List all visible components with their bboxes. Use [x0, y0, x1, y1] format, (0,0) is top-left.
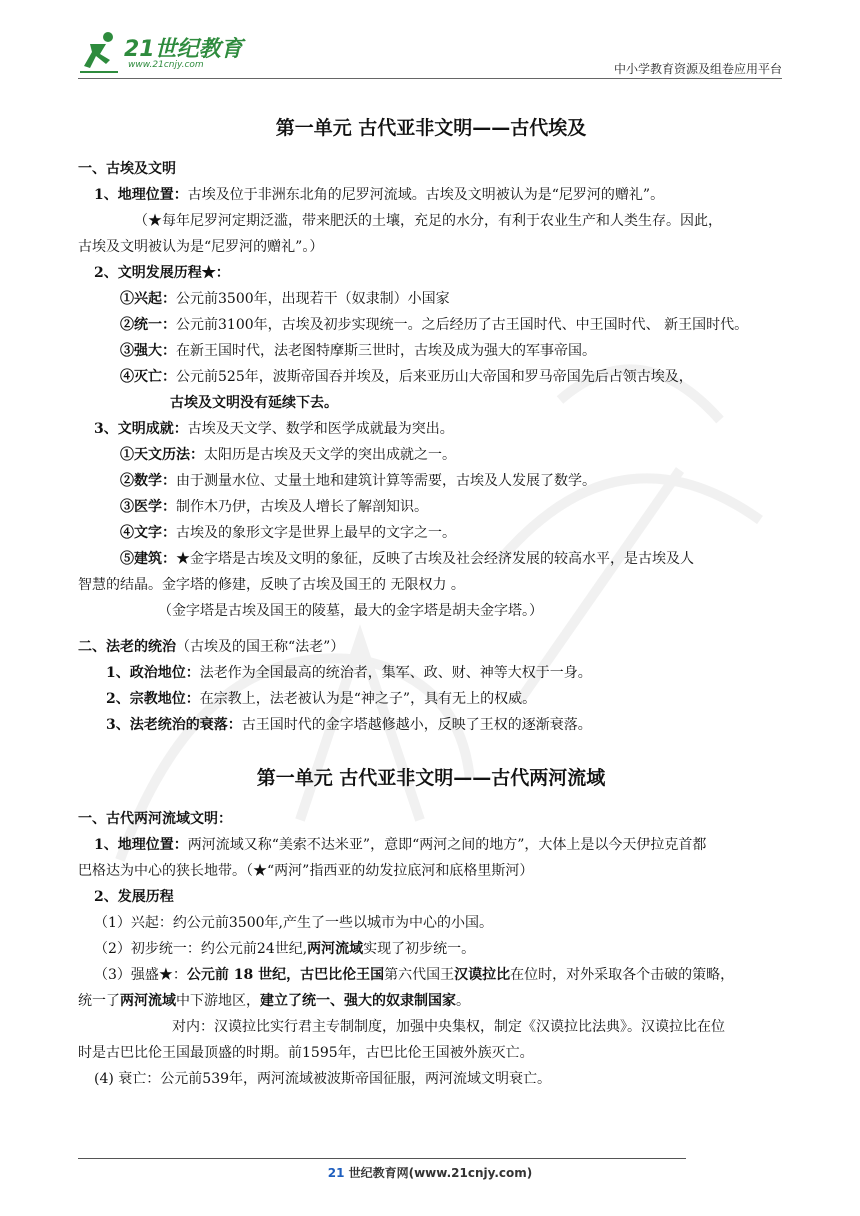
label: ③医学： [120, 499, 176, 515]
paragraph: 对内：汉谟拉比实行君主专制制度，加强中央集权，制定《汉谟拉比法典》。汉谟拉比在位 [172, 1019, 725, 1035]
subheading: 2、发展历程 [94, 889, 174, 905]
text-bold: 建立了统一、强大的 [260, 993, 386, 1009]
text: 古埃及天文学、数学和医学成就最为突出。 [187, 421, 454, 437]
note: 古埃及文明被认为是“尼罗河的赠礼”。） [78, 239, 324, 255]
text: 法老作为全国最高的统治者，集军、政、财、神等大权于一身。 [199, 665, 592, 681]
text: 古埃及位于非洲东北角的尼罗河流域。古埃及文明被认为是“尼罗河的赠礼”。 [187, 187, 665, 203]
list-item-cont [78, 988, 784, 1014]
heading-note: （古埃及的国王称“法老”） [176, 639, 345, 655]
text: 由于测量水位、丈量土地和建筑计算等需要，古埃及人发展了数学。 [176, 473, 596, 489]
footer-link[interactable]: 世纪教育网(www.21cnjy.com) [344, 1166, 533, 1180]
label: ④文字： [120, 525, 176, 541]
logo-url: www.21cnjy.com [128, 60, 204, 70]
label: 3、文明成就： [94, 421, 188, 437]
footer-number: 21 [327, 1166, 345, 1180]
list-item [78, 312, 784, 338]
text: 两河流域又称“美索不达米亚”，意即“两河之间的地方”，大体上是以今天伊拉克首都 [187, 837, 707, 853]
section-heading-row [78, 634, 784, 660]
page-title-2: 第一单元 古代亚非文明——古代两河流域 [256, 767, 606, 789]
text: 公元前525年，波斯帝国吞并埃及，后来亚历山大帝国和罗马帝国先后占领古埃及， [176, 369, 693, 385]
list-item [78, 364, 784, 390]
text: 制作木乃伊，古埃及人增长了解剖知识。 [176, 499, 428, 515]
section-heading: 一、古代两河流域文明： [78, 811, 232, 827]
text-bold: 两河流域 [307, 941, 364, 957]
text: 第六代国王 [384, 967, 455, 983]
text: （2）初步统一：约公元前24世纪, [94, 941, 308, 957]
section-heading: 一、古埃及文明 [78, 161, 176, 177]
label: ①天文历法： [120, 447, 204, 463]
paragraph [78, 416, 784, 442]
list-item [78, 442, 784, 468]
text: 在宗教上，法老被认为是“神之子”，具有无上的权威。 [199, 691, 537, 707]
text: 古王国时代的金字塔越修越小，反映了王权的逐渐衰落。 [241, 717, 592, 733]
text: 公元前3500年，出现若干（奴隶制）小国家 [176, 291, 450, 307]
paragraph-cont: 巴格达为中心的狭长地带。（★“两河”指西亚的幼发拉底河和底格里斯河） [78, 863, 534, 879]
list-item [78, 520, 784, 546]
text: 公元前3100年，古埃及初步实现统一。之后经历了古王国时代、中王国时代、 新王国时代。 [176, 317, 749, 333]
text: 中下游地区， [176, 993, 260, 1009]
list-item: (4) 衰亡：公元前539年，两河流域被波斯帝国征服，两河流域文明衰亡。 [94, 1071, 552, 1087]
label: ③强大： [120, 343, 176, 359]
footer-divider [78, 1158, 686, 1159]
paragraph [78, 832, 784, 858]
label: ①兴起： [120, 291, 176, 307]
text-bold: 汉谟拉比 [454, 967, 511, 983]
list-item [78, 546, 784, 572]
text-bold: 两河流域 [120, 993, 176, 1009]
list-item [78, 962, 784, 988]
paragraph [78, 182, 784, 208]
text: 在新王国时代，法老图特摩斯三世时，古埃及成为强大的军事帝国。 [176, 343, 596, 359]
label: 1、政治地位： [106, 665, 200, 681]
note: （★每年尼罗河定期泛滥，带来肥沃的土壤，充足的水分，有利于农业生产和人类生存。因此， [134, 213, 722, 229]
note: （金字塔是古埃及国王的陵墓，最大的金字塔是胡夫金字塔。） [158, 603, 543, 619]
label: 3、法老统治的衰落： [106, 717, 242, 733]
document-body [78, 110, 784, 1092]
page-header [0, 0, 860, 80]
list-item [78, 686, 784, 712]
label: 2、宗教地位： [106, 691, 200, 707]
list-item [78, 660, 784, 686]
label: ②统一： [120, 317, 176, 333]
text: （3）强盛★： [94, 967, 187, 983]
runner-logo-icon [78, 30, 122, 74]
text-bold: 奴隶制国家 [386, 993, 456, 1009]
list-item-cont: 智慧的结晶。金字塔的修建，反映了古埃及国王的 无限权力 。 [78, 577, 465, 593]
label: 1、地理位置： [94, 187, 188, 203]
header-platform-text: 中小学教育资源及组卷应用平台 [613, 62, 782, 76]
text: 统一了 [78, 993, 120, 1009]
label: ⑤建筑： [120, 551, 176, 567]
list-item [78, 936, 784, 962]
list-item [78, 286, 784, 312]
text: 在位时，对外采取各个击破的策略， [510, 967, 735, 983]
subheading: 2、文明发展历程★： [94, 265, 230, 281]
list-item [78, 712, 784, 738]
text: 。 [456, 993, 470, 1009]
list-item: （1）兴起：约公元前3500年,产生了一些以城市为中心的小国。 [94, 915, 493, 931]
logo [78, 30, 248, 74]
text-bold: 公元前 18 世纪，古巴比伦王国 [186, 967, 385, 983]
page-title: 第一单元 古代亚非文明——古代埃及 [275, 117, 587, 139]
text: 实现了初步统一。 [363, 941, 476, 957]
text: ★金字塔是古埃及文明的象征，反映了古埃及社会经济发展的较高水平，是古埃及人 [176, 551, 694, 567]
section-heading: 二、法老的统治 [78, 639, 176, 655]
text: 太阳历是古埃及天文学的突出成就之一。 [204, 447, 456, 463]
paragraph-cont: 时是古巴比伦王国最顶盛的时期。前1595年，古巴比伦王国被外族灭亡。 [78, 1045, 534, 1061]
label: ②数学： [120, 473, 176, 489]
list-item-cont: 古埃及文明没有延续下去。 [170, 395, 338, 411]
text: 古埃及的象形文字是世界上最早的文字之一。 [176, 525, 456, 541]
list-item [78, 494, 784, 520]
label: ④灭亡： [120, 369, 176, 385]
page-footer [0, 1164, 860, 1181]
header-divider [78, 78, 782, 79]
list-item [78, 468, 784, 494]
list-item [78, 338, 784, 364]
logo-brand: 21世纪教育 [124, 37, 243, 62]
label: 1、地理位置： [94, 837, 188, 853]
